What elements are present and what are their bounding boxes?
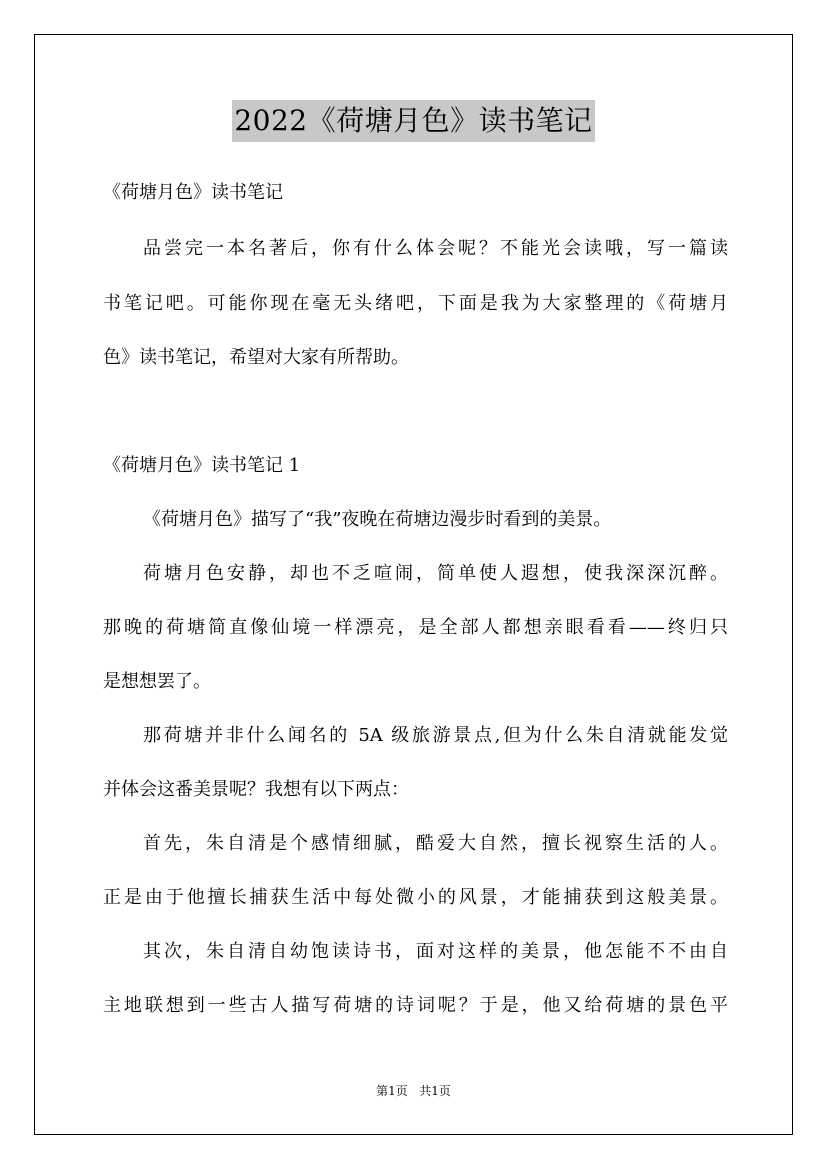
page-footer	[0, 1083, 827, 1099]
paragraph-line: 那晚的荷塘简直像仙境一样漂亮，是全部人都想亲眼看看——终归只	[103, 617, 728, 638]
paragraph-line: 品尝完一本名著后，你有什么体会呢？不能光会读哦，写一篇读	[143, 238, 728, 259]
paragraph-line: 是想想罢了。	[103, 671, 211, 692]
document-title: 2022《荷塘月色》读书笔记	[232, 100, 594, 142]
paragraph-line: 书笔记吧。可能你现在毫无头绪吧，下面是我为大家整理的《荷塘月	[103, 293, 728, 314]
paragraph-line: 其次，朱自清自幼饱读诗书，面对这样的美景，他怎能不不由自	[143, 941, 728, 962]
page-number-total: 共1页	[419, 1084, 451, 1098]
paragraph-line: 荷塘月色安静，却也不乏喧闹，简单使人遐想，使我深深沉醉。	[143, 563, 728, 584]
title-container	[0, 100, 827, 142]
subtitle-line: 《荷塘月色》读书笔记	[103, 182, 283, 203]
section-heading: 《荷塘月色》读书笔记 1	[103, 455, 301, 476]
paragraph-line: 主地联想到一些古人描写荷塘的诗词呢？于是，他又给荷塘的景色平	[103, 995, 728, 1016]
paragraph-line: 《荷塘月色》描写了“我”夜晚在荷塘边漫步时看到的美景。	[143, 509, 612, 530]
paragraph-line: 首先，朱自清是个感情细腻，酷爱大自然，擅长视察生活的人。	[143, 833, 728, 854]
paragraph-line: 正是由于他擅长捕获生活中每处微小的风景，才能捕获到这般美景。	[103, 887, 728, 908]
paragraph-line: 并体会这番美景呢？我想有以下两点：	[103, 779, 409, 800]
paragraph-line: 那荷塘并非什么闻名的 5A 级旅游景点,但为什么朱自清就能发觉	[143, 725, 728, 746]
page-number-current: 第1页	[376, 1084, 408, 1098]
paragraph-line: 色》读书笔记，希望对大家有所帮助。	[103, 347, 409, 368]
